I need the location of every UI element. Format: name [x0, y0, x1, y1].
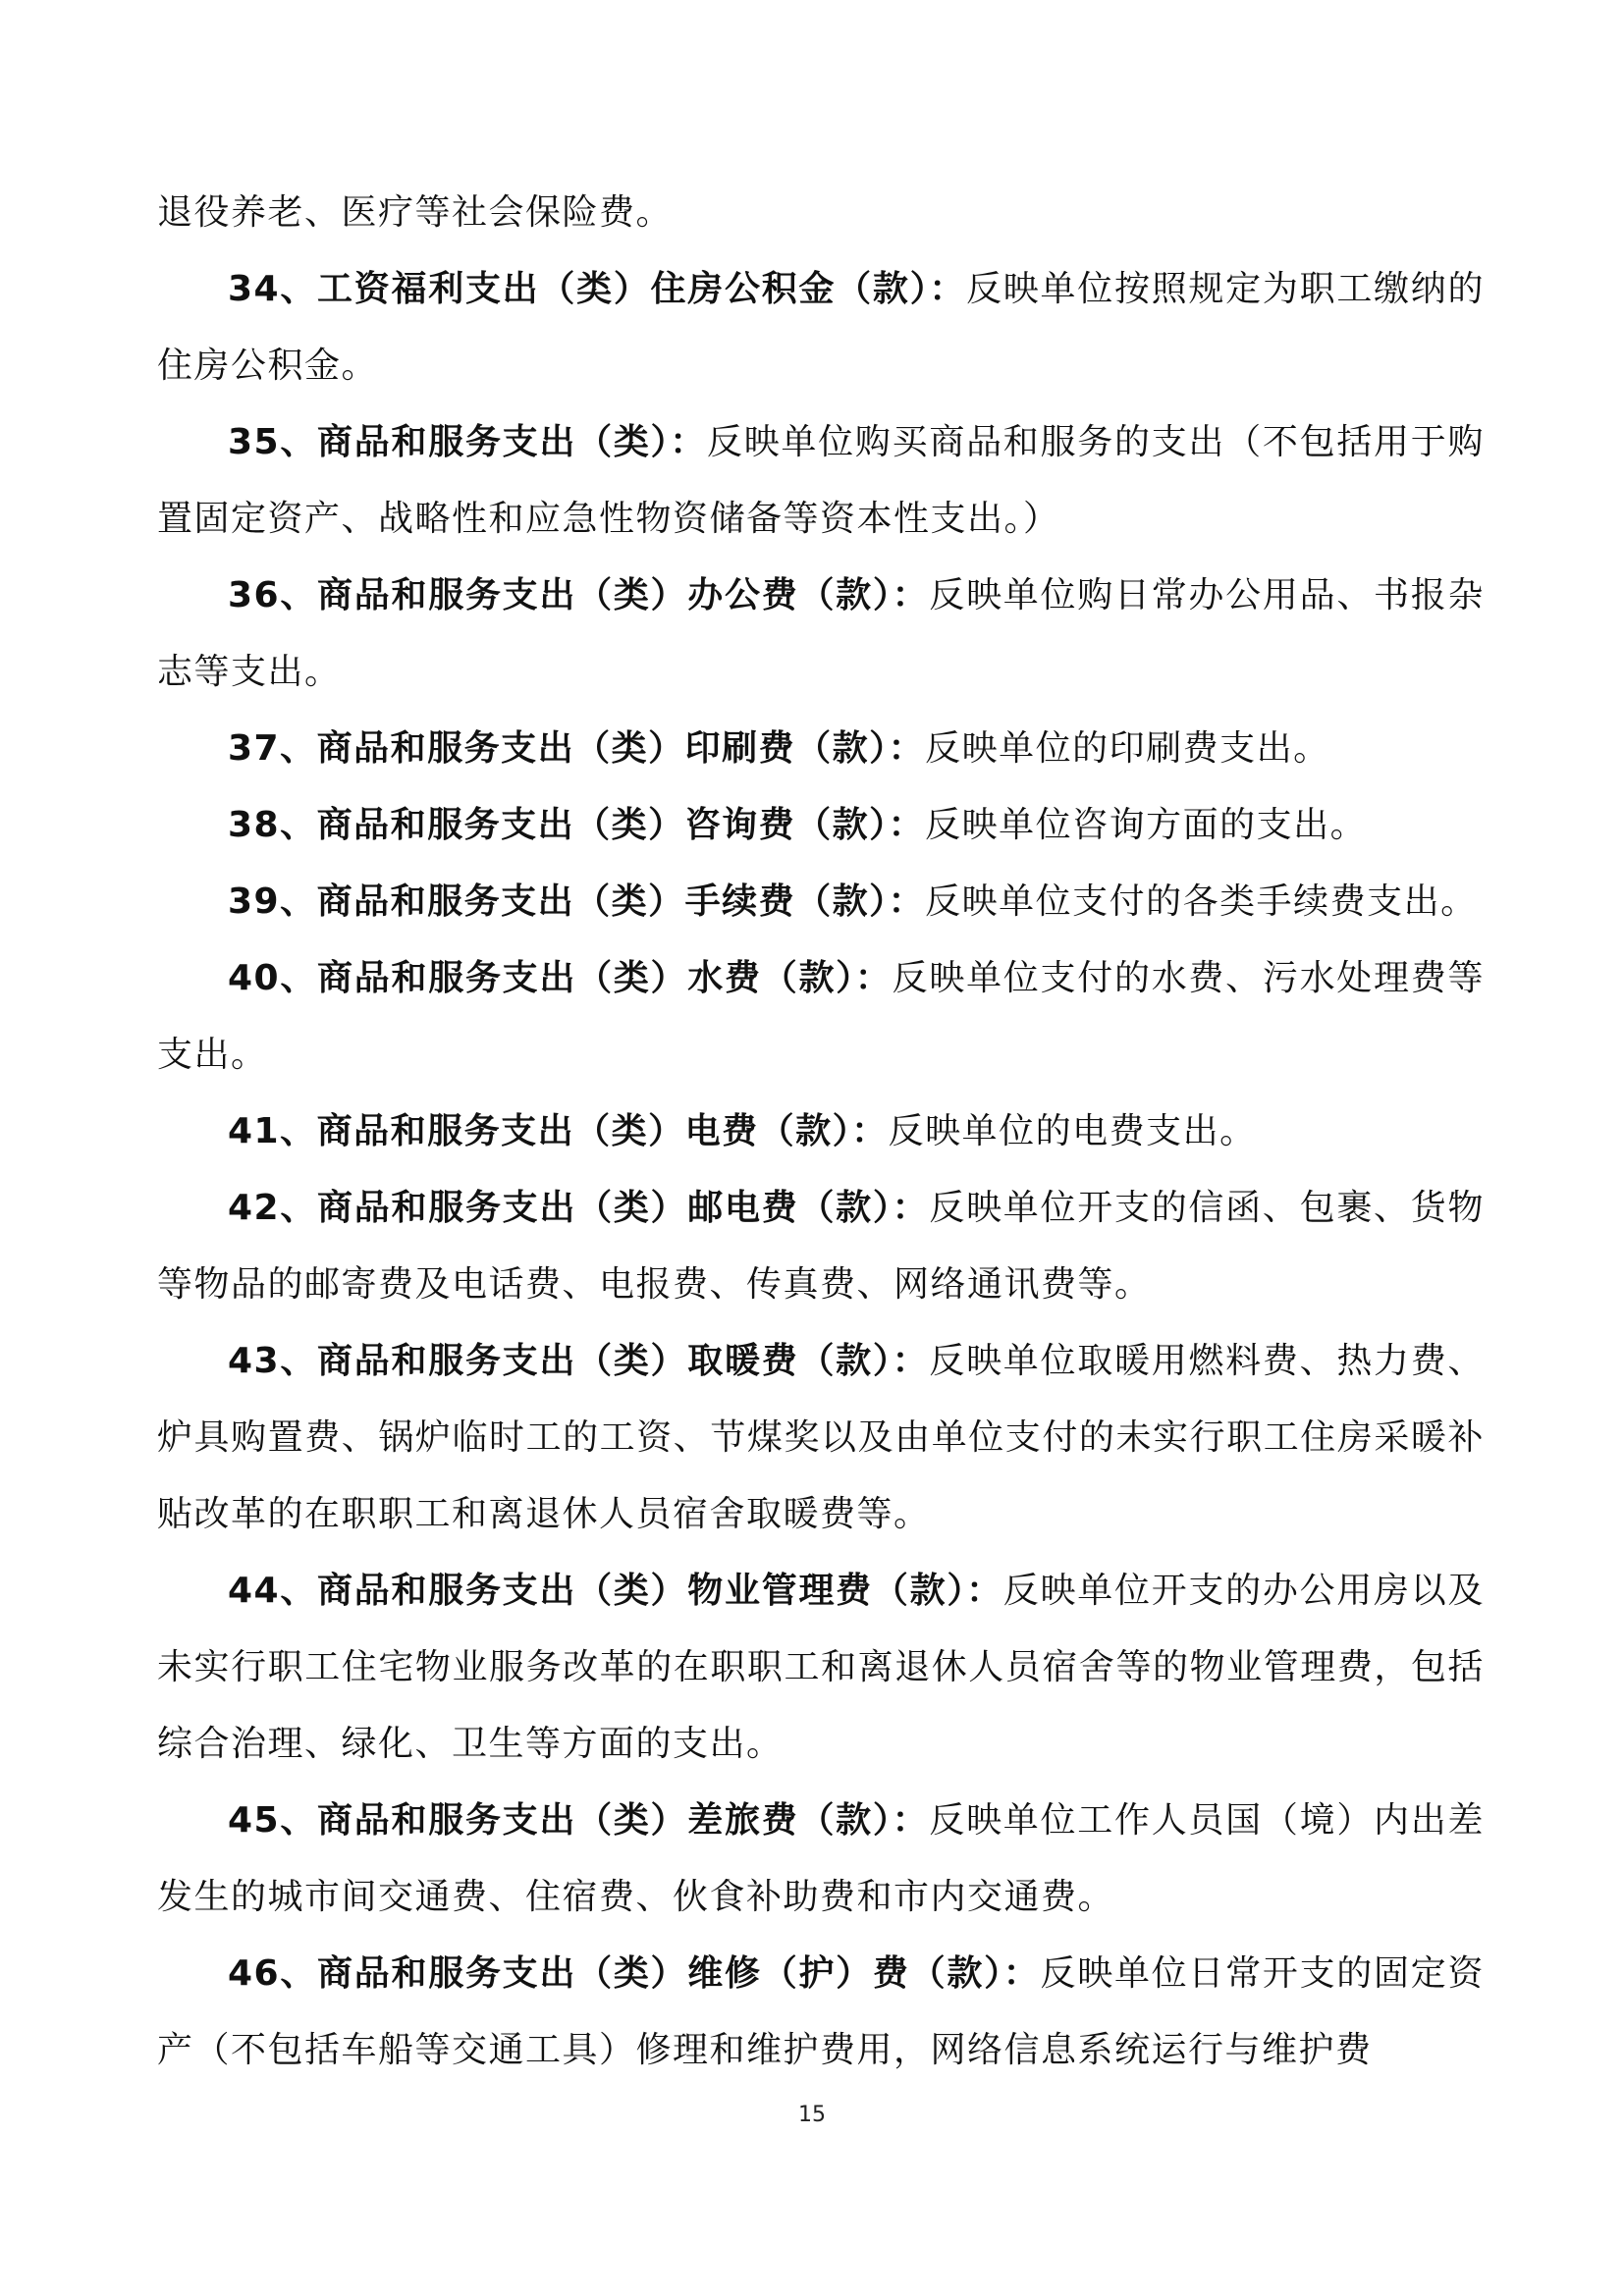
item-40 [157, 940, 1485, 1094]
item-41 [157, 1094, 1485, 1170]
item-34 [157, 251, 1485, 404]
item-44 [157, 1553, 1485, 1783]
item-heading: 43、商品和服务支出（类）取暖费（款）： [228, 1341, 930, 1381]
item-text: 反映单位支付的水费、污水处理费等支出。 [157, 958, 1485, 1075]
item-heading: 35、商品和服务支出（类）： [228, 422, 708, 462]
item-43 [157, 1323, 1485, 1553]
item-heading: 46、商品和服务支出（类）维修（护）费（款）： [228, 1953, 1041, 1994]
item-39 [157, 864, 1485, 940]
item-heading: 37、商品和服务支出（类）印刷费（款）： [228, 728, 926, 769]
item-37 [157, 711, 1485, 787]
item-heading: 45、商品和服务支出（类）差旅费（款）： [228, 1800, 930, 1841]
item-heading: 40、商品和服务支出（类）水费（款）： [228, 958, 893, 998]
item-text: 反映单位工作人员国（境）内出差发生的城市间交通费、住宿费、伙食补助费和市内交通费。 [157, 1800, 1485, 1917]
page-number: 15 [798, 2103, 826, 2127]
item-42 [157, 1170, 1485, 1323]
item-heading: 36、商品和服务支出（类）办公费（款）： [228, 575, 930, 615]
item-text: 反映单位按照规定为职工缴纳的住房公积金。 [157, 269, 1485, 386]
item-text: 反映单位咨询方面的支出。 [925, 805, 1368, 845]
item-38 [157, 787, 1485, 864]
item-text: 反映单位的电费支出。 [888, 1111, 1257, 1151]
item-text: 反映单位支付的各类手续费支出。 [925, 881, 1478, 922]
item-46 [157, 1936, 1485, 2089]
item-text: 反映单位购日常办公用品、书报杂志等支出。 [157, 575, 1485, 692]
item-text: 反映单位取暖用燃料费、热力费、炉具购置费、锅炉临时工的工资、节煤奖以及由单位支付的未实行职工住房采暖补贴改革的在职职工和离退休人员宿舍取暖费等。 [157, 1341, 1485, 1534]
item-heading: 38、商品和服务支出（类）咨询费（款）： [228, 805, 926, 845]
item-text: 反映单位开支的信函、包裹、货物等物品的邮寄费及电话费、电报费、传真费、网络通讯费等。 [157, 1188, 1485, 1305]
item-35 [157, 404, 1485, 558]
item-text: 反映单位购买商品和服务的支出（不包括用于购置固定资产、战略性和应急性物资储备等资本性支出。） [157, 422, 1485, 539]
item-text: 反映单位的印刷费支出。 [925, 728, 1330, 769]
item-text: 反映单位日常开支的固定资产（不包括车船等交通工具）修理和维护费用，网络信息系统运行与维护费 [157, 1953, 1485, 2070]
continuation-paragraph: 退役养老、医疗等社会保险费。 [157, 192, 674, 233]
item-heading: 39、商品和服务支出（类）手续费（款）： [228, 881, 926, 922]
item-heading: 42、商品和服务支出（类）邮电费（款）： [228, 1188, 930, 1228]
item-heading: 34、工资福利支出（类）住房公积金（款）： [228, 269, 967, 309]
item-36 [157, 558, 1485, 711]
document-body [157, 175, 1485, 2089]
item-heading: 44、商品和服务支出（类）物业管理费（款）： [228, 1571, 1003, 1611]
item-text: 反映单位开支的办公用房以及未实行职工住宅物业服务改革的在职职工和离退休人员宿舍等的物业管理费，包括综合治理、绿化、卫生等方面的支出。 [157, 1571, 1485, 1764]
item-45 [157, 1783, 1485, 1936]
item-heading: 41、商品和服务支出（类）电费（款）： [228, 1111, 889, 1151]
